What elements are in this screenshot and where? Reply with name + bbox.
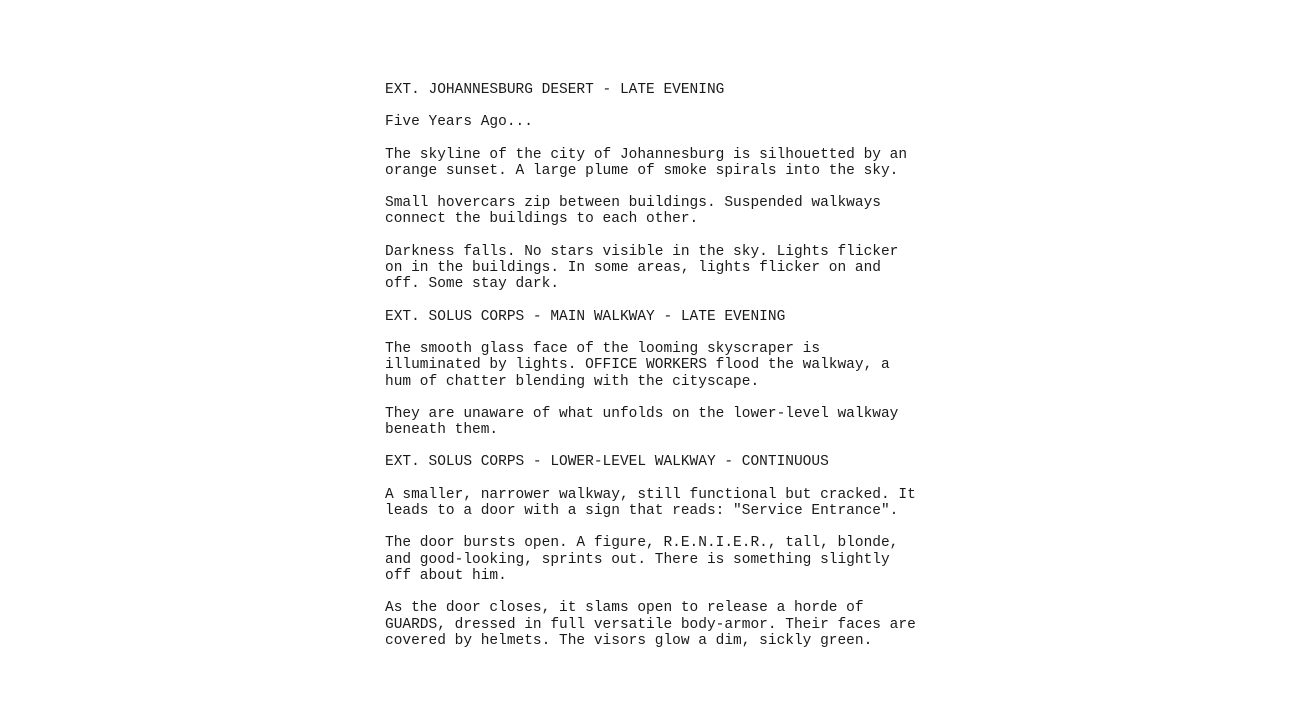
scene-2 (385, 309, 1005, 439)
screenplay-page (385, 82, 1005, 665)
scene-heading: EXT. SOLUS CORPS - LOWER-LEVEL WALKWAY - CONTINUOUS (385, 454, 829, 471)
scene-1 (385, 82, 1005, 293)
action-paragraph: They are unaware of what unfolds on the lower-level walkway beneath them. (385, 405, 899, 439)
action-paragraph: Darkness falls. No stars visible in the sky. Lights flicker on in the buildings. In some areas, lights flicker on and off. Some stay dark. (385, 243, 899, 293)
action-paragraph: As the door closes, it slams open to release a horde of GUARDS, dressed in full versatile body-armor. Their faces are covered by helmets. The visors glow a dim, sickly green. (385, 600, 916, 649)
action-paragraph: The smooth glass face of the looming skyscraper is illuminated by lights. OFFICE WORKERS flood the walkway, a hum of chatter blending with the cityscape. (385, 340, 890, 390)
action-paragraph: A smaller, narrower walkway, still functional but cracked. It leads to a door with a sign that reads: "Service Entrance". (385, 486, 916, 520)
scene-heading: EXT. JOHANNESBURG DESERT - LATE EVENING (385, 82, 725, 98)
scene-heading: EXT. SOLUS CORPS - MAIN WALKWAY - LATE EVENING (385, 308, 786, 325)
action-paragraph: The skyline of the city of Johannesburg is silhouetted by an orange sunset. A large plume of smoke spirals into the sky. (385, 146, 908, 179)
scene-3 (385, 454, 1005, 649)
action-line: Five Years Ago... (385, 114, 533, 131)
action-paragraph: Small hovercars zip between buildings. Suspended walkways connect the buildings to each other. (385, 195, 881, 228)
action-paragraph: The door bursts open. A figure, R.E.N.I.E.R., tall, blonde, and good-looking, sprints out. There is something slightly off about him. (385, 535, 899, 584)
